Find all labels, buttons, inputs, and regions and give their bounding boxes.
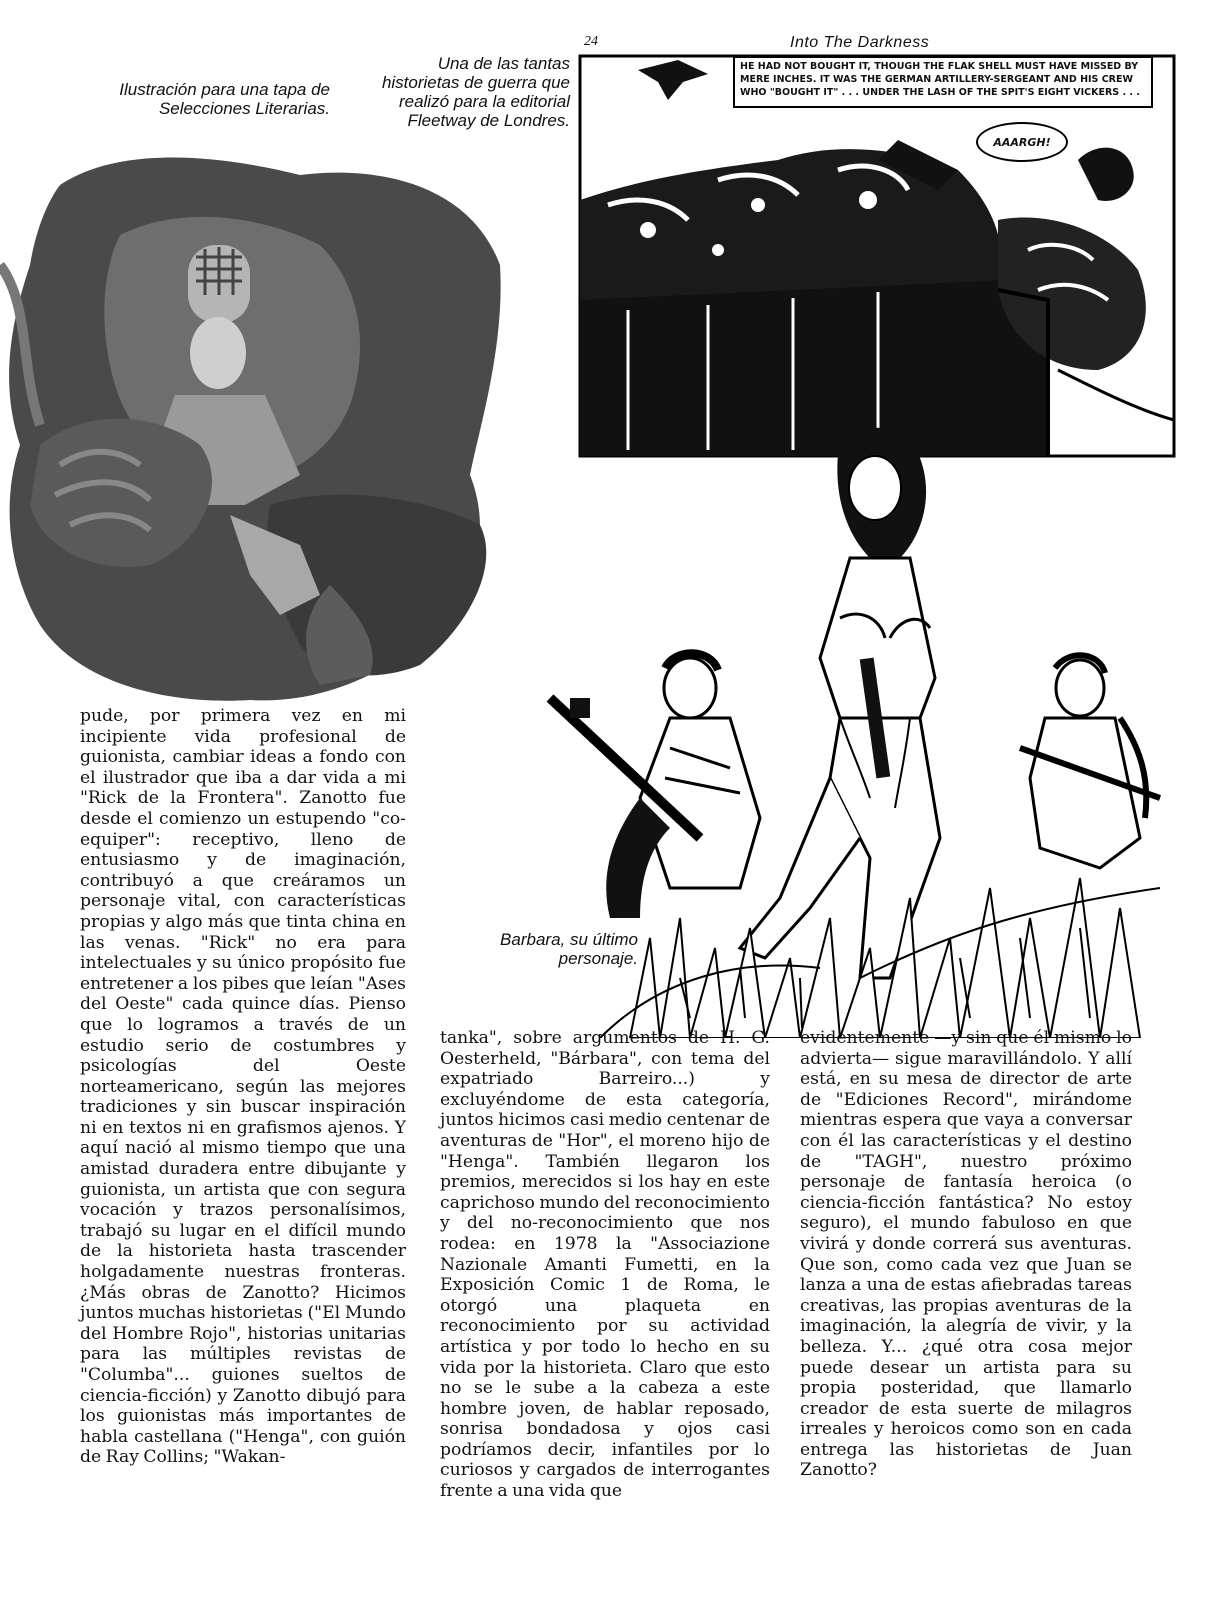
article-column-3 xyxy=(800,1028,1132,1481)
article-column-3-text: evidentemente —y sin que él mismo lo advierta— sigue maravillándolo. Y allí está, en su mesa de director de arte de "Ediciones Record", mirándome mientras espera que vaya a conversar con él las características y el destino de "TAGH", nuestro próximo personaje de fantasía heroica (o ciencia-ficción fantástica? No estoy seguro), el mundo fabuloso en que vivirá y donde correrá sus aventuras. Que son, como cada vez que Juan se lanza a una de estas afiebradas tareas creativas, las propias aventuras de la imaginación, la alegría de vivir, y la belleza. Y... ¿qué otra cosa mejor puede desear un artista para su propia posteridad, que llamarlo creador de esta suerte de milagros irreales y heroicos como son en cada entrega las historietas de Juan Zanotto? xyxy=(800,1028,1132,1481)
comic-speech-balloon: AAARGH! xyxy=(976,122,1068,162)
comic-page-number: 24 xyxy=(584,34,598,49)
article-column-1-text: pude, por primera vez en mi incipiente vida profesional de guionista, cambiar ideas a fondo con el ilustrador que iba a dar vida a mi "Rick de la Frontera". Zanotto fue desde el comienzo un estupendo "co-equiper": receptivo, lleno de entusiasmo y de imaginación, contribuyó a que creáramos un personaje vital, con características propias y algo más que tinta china en las venas. "Rick" no era para intelectuales y su único propósito fue entretener a los pibes que leían "Ases del Oeste" cada quince días. Pienso que lo logramos a través de un estudio serio de costumbres y psicologías del Oeste norteamericano, según las mejores tradiciones y sin buscar inspiración ni en textos ni en grafismos ajenos. Y aquí nació al mismo tiempo que una amistad duradera entre dibujante y guionista, un artista que con segura vocación y trazos personalísimos, trabajó su lugar en el difícil mundo de la historieta hasta trascender holgadamente nuestras fronteras. ¿Más obras de Zanotto? Hicimos juntos muchas historietas ("El Mundo del Hombre Rojo", historias unitarias para las múltiples revistas de "Columba"... guiones sueltos de ciencia-ficción) y Zanotto dibujó para los guionistas más importantes de habla castellana ("Henga", con guión de Ray Collins; "Wakan- xyxy=(80,706,406,1468)
article-column-1 xyxy=(80,706,406,1468)
article-column-2 xyxy=(440,1028,770,1502)
knight-illustration-caption: Ilustración para una tapa de Selecciones Literarias. xyxy=(119,80,330,118)
comic-series-title: Into The Darkness xyxy=(790,34,930,51)
knight-illustration xyxy=(0,145,505,715)
barbara-caption: Barbara, su último personaje. xyxy=(500,930,638,968)
war-comic-caption: Una de las tantas historietas de guerra que realizó para la editorial Fleetway de Londres. xyxy=(381,54,570,130)
comic-narration-box: HE HAD NOT BOUGHT IT, THOUGH THE FLAK SHELL MUST HAVE MISSED BY MERE INCHES. IT WAS THE GERMAN ARTILLERY-SERGEANT AND HIS CREW WHO "BOUGHT IT" . . . UNDER THE LASH OF THE SPIT'S EIGHT VICKERS . . . xyxy=(733,56,1153,108)
article-column-2-text: tanka", sobre argumentos de H. G. Oesterheld, "Bárbara", con tema del expatriado Barreiro...) y excluyéndome de esta categoría, juntos hicimos casi medio centenar de aventuras de "Hor", el moreno hijo de "Henga". También llegaron los premios, merecidos si los hay en este caprichoso mundo del reconocimiento y del no-reconocimiento que nos rodea: en 1978 la "Associazione Nazionale Amanti Fumetti, en la Exposición Comic 1 de Roma, le otorgó una plaqueta en reconocimiento por su actividad artística y por todo lo hecho en su vida por la historieta. Claro que esto no se le sube a la cabeza a este hombre joven, de hablar reposado, sonrisa bondadosa y ojos casi podríamos decir, infantiles por lo curiosos y cargados de interrogantes frente a una vida que xyxy=(440,1028,770,1502)
